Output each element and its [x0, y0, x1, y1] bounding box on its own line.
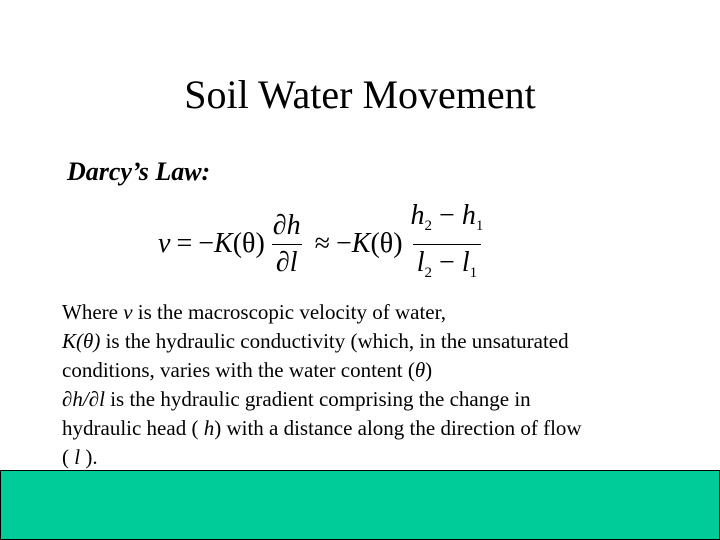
- conductivity-symbol: K: [214, 228, 233, 259]
- difference-quotient-fraction: [407, 200, 488, 289]
- explanation-line: K(θ) is the hydraulic conductivity (which, in the unsaturated: [62, 329, 569, 353]
- minus-sign: −: [336, 228, 352, 259]
- explanation-line: hydraulic head ( h) with a distance along the direction of flow: [62, 416, 582, 440]
- fraction-denominator: ∂l: [272, 244, 302, 279]
- explanation-line: Where v is the macroscopic velocity of water,: [62, 300, 447, 324]
- velocity-symbol: v: [158, 228, 171, 259]
- minus-sign: −: [198, 228, 215, 259]
- explanation-line: ( l ).: [62, 445, 98, 469]
- approx-sign: ≈: [314, 228, 330, 259]
- theta-argument: (θ): [232, 228, 265, 259]
- slide-title: Soil Water Movement: [184, 72, 536, 117]
- darcys-law-equation: [158, 199, 491, 281]
- head-difference: $h_2 - h_1$: [410, 199, 484, 234]
- fraction-numerator: ∂h: [272, 209, 301, 241]
- theta-argument: (θ): [370, 228, 403, 259]
- length-difference: $l_2 - l_1$: [413, 244, 481, 289]
- darcys-law-heading: Darcy’s Law:: [67, 157, 211, 186]
- conductivity-symbol: K: [351, 228, 371, 259]
- explanation-line: conditions, varies with the water content (θ): [62, 358, 433, 382]
- explanation-line: ∂h/∂l is the hydraulic gradient comprising the change in: [62, 387, 531, 411]
- footer-bar: [0, 470, 720, 540]
- partial-derivative-fraction: [269, 210, 305, 279]
- equation-explanation: [62, 298, 672, 472]
- equals-sign: =: [176, 228, 193, 259]
